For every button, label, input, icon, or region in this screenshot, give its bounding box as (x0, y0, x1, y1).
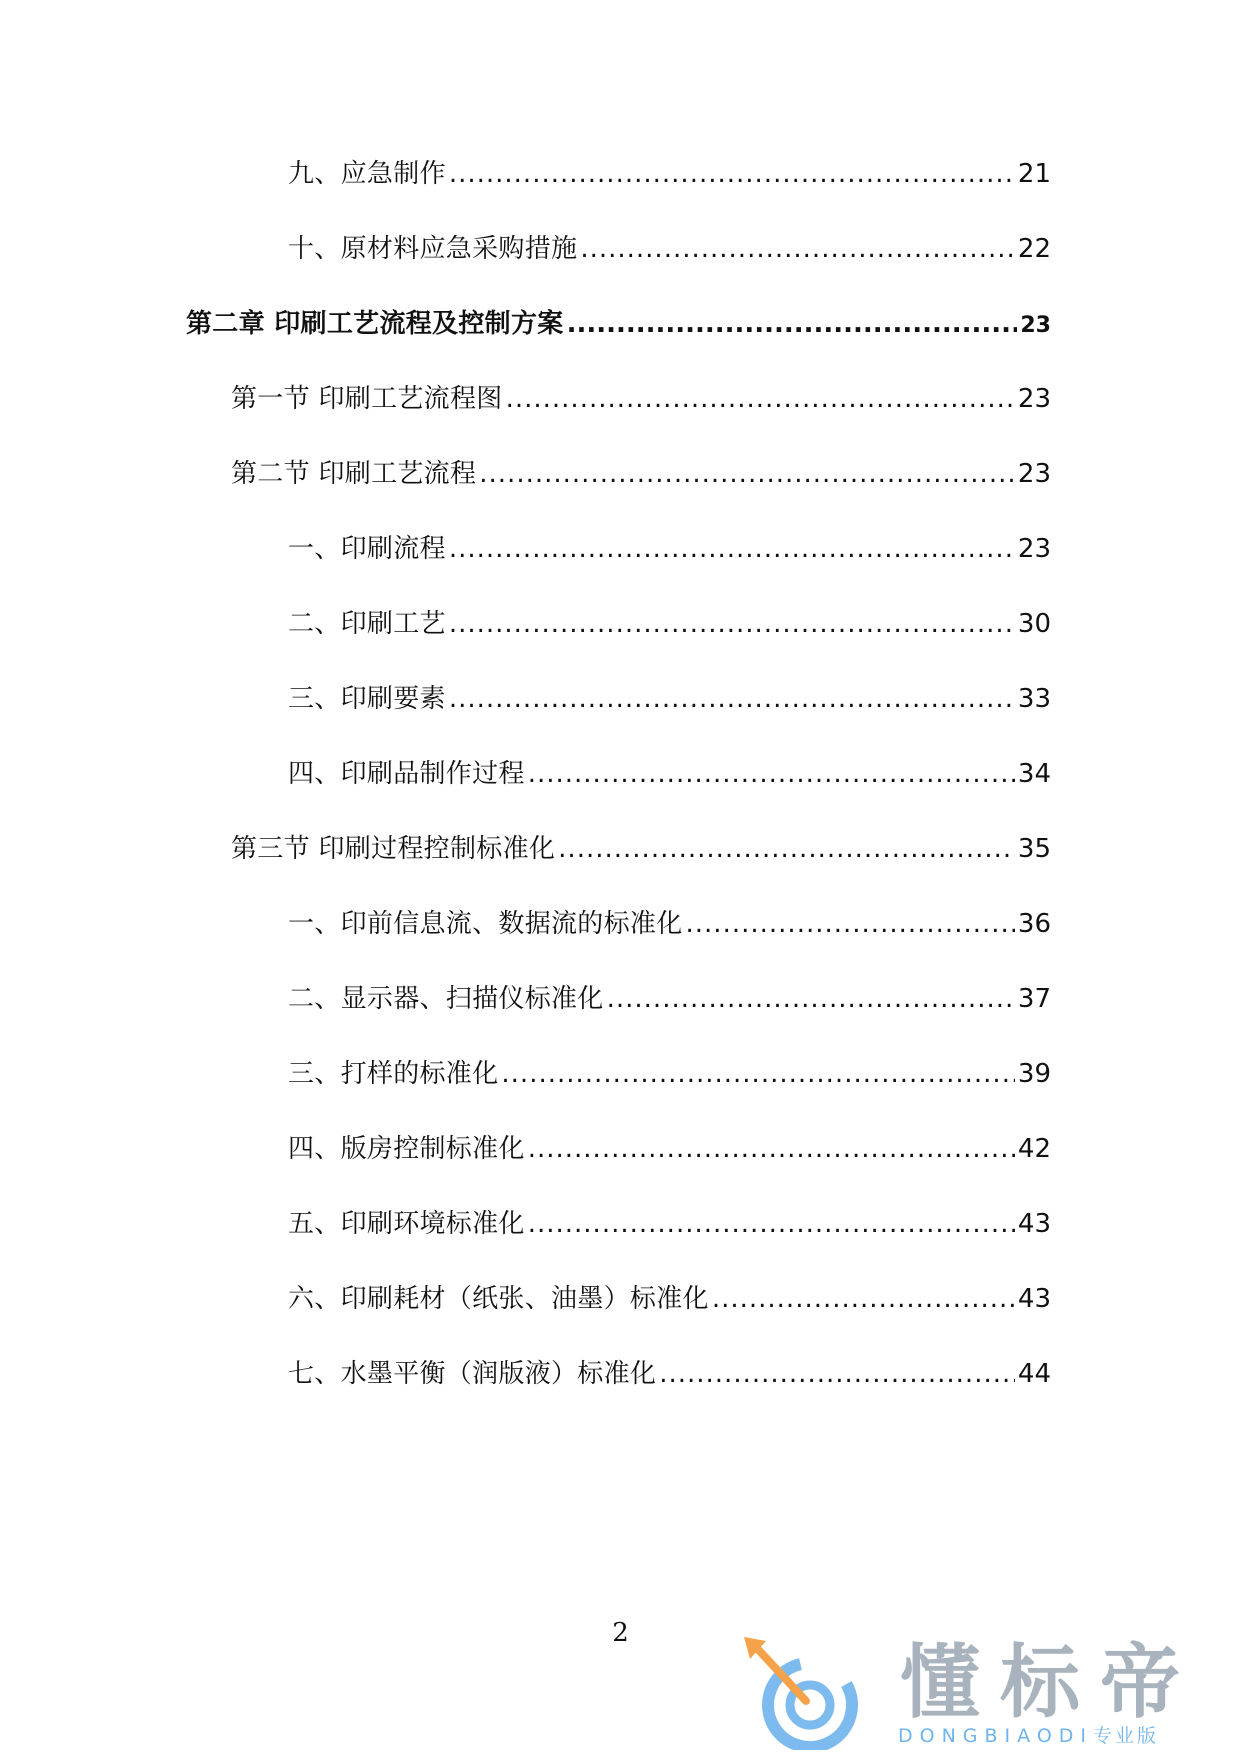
toc-entry[interactable] (288, 529, 1051, 569)
toc-dot-leader (479, 454, 1015, 494)
toc-entry-page: 43 (1017, 1209, 1051, 1239)
toc-dot-leader (449, 679, 1015, 719)
toc-entry-section[interactable] (231, 379, 1051, 419)
toc-entry-title: 九、应急制作 (288, 159, 446, 189)
toc-entry-chapter[interactable] (186, 304, 1051, 344)
toc-dot-leader (506, 379, 1015, 419)
toc-entry-page: 30 (1017, 609, 1051, 639)
toc-entry[interactable] (288, 229, 1051, 269)
toc-dot-leader (659, 1354, 1015, 1394)
toc-entry-title: 七、水墨平衡（润版液）标准化 (288, 1359, 657, 1389)
toc-entry-title: 六、印刷耗材（纸张、油墨）标准化 (288, 1284, 709, 1314)
toc-entry-title: 第二章 印刷工艺流程及控制方案 (186, 309, 564, 339)
toc-entry-page: 23 (1020, 313, 1051, 338)
toc-entry-title: 四、版房控制标准化 (288, 1134, 525, 1164)
toc-entry-page: 42 (1017, 1134, 1051, 1164)
toc-dot-leader (567, 304, 1018, 344)
toc-entry-page: 23 (1017, 534, 1051, 564)
toc-dot-leader (501, 1054, 1015, 1094)
page-number: 2 (612, 1618, 629, 1648)
toc-dot-leader (528, 1129, 1015, 1169)
toc-entry-title: 二、显示器、扫描仪标准化 (288, 984, 604, 1014)
toc-entry-title: 三、打样的标准化 (288, 1059, 499, 1089)
toc-entry-page: 39 (1017, 1059, 1051, 1089)
toc-dot-leader (712, 1279, 1015, 1319)
toc-entry[interactable] (288, 1279, 1051, 1319)
toc-entry[interactable] (288, 979, 1051, 1019)
watermark-subtitle (898, 1725, 1159, 1747)
toc-dot-leader (528, 1204, 1015, 1244)
toc-entry-title: 三、印刷要素 (288, 684, 446, 714)
toc-entry-page: 44 (1017, 1359, 1051, 1389)
toc-entry[interactable] (288, 754, 1051, 794)
toc-entry-page: 43 (1017, 1284, 1051, 1314)
toc-entry-page: 23 (1017, 459, 1051, 489)
toc-entry-title: 二、印刷工艺 (288, 609, 446, 639)
toc-entry[interactable] (288, 604, 1051, 644)
toc-dot-leader (558, 829, 1015, 869)
toc-dot-leader (449, 604, 1015, 644)
toc-dot-leader (449, 529, 1015, 569)
watermark (740, 1635, 1220, 1750)
toc-entry-section[interactable] (231, 454, 1051, 494)
toc-entry-page: 36 (1017, 909, 1051, 939)
toc-entry-title: 十、原材料应急采购措施 (288, 234, 578, 264)
toc-entry[interactable] (288, 679, 1051, 719)
toc-entry[interactable] (288, 1204, 1051, 1244)
toc-dot-leader (580, 229, 1015, 269)
toc-entry[interactable] (288, 1354, 1051, 1394)
watermark-pinyin: DONGBIAODI (898, 1725, 1094, 1747)
toc-entry-page: 21 (1017, 159, 1051, 189)
toc-entry-title: 一、印前信息流、数据流的标准化 (288, 909, 683, 939)
toc-entry[interactable] (288, 154, 1051, 194)
toc-entry-page: 34 (1017, 759, 1051, 789)
toc-entry-page: 22 (1017, 234, 1051, 264)
toc-entry-section[interactable] (231, 829, 1051, 869)
watermark-edition: 专业版 (1093, 1725, 1160, 1747)
toc-dot-leader (686, 904, 1015, 944)
toc-entry-title: 四、印刷品制作过程 (288, 759, 525, 789)
toc-entry[interactable] (288, 1054, 1051, 1094)
toc-dot-leader (449, 154, 1015, 194)
toc-entry[interactable] (288, 904, 1051, 944)
toc-entry-page: 37 (1017, 984, 1051, 1014)
toc-entry-title: 第二节 印刷工艺流程 (231, 459, 477, 489)
toc-entry-title: 五、印刷环境标准化 (288, 1209, 525, 1239)
toc-dot-leader (607, 979, 1015, 1019)
watermark-brand-name: 懂标帝 (900, 1636, 1200, 1729)
toc-entry-page: 35 (1017, 834, 1051, 864)
toc-entry[interactable] (288, 1129, 1051, 1169)
toc-entry-page: 23 (1017, 384, 1051, 414)
toc-entry-title: 一、印刷流程 (288, 534, 446, 564)
toc-entry-page: 33 (1017, 684, 1051, 714)
toc-entry-title: 第三节 印刷过程控制标准化 (231, 834, 556, 864)
toc-dot-leader (528, 754, 1015, 794)
target-arrow-icon (740, 1635, 875, 1750)
toc-entry-title: 第一节 印刷工艺流程图 (231, 384, 503, 414)
